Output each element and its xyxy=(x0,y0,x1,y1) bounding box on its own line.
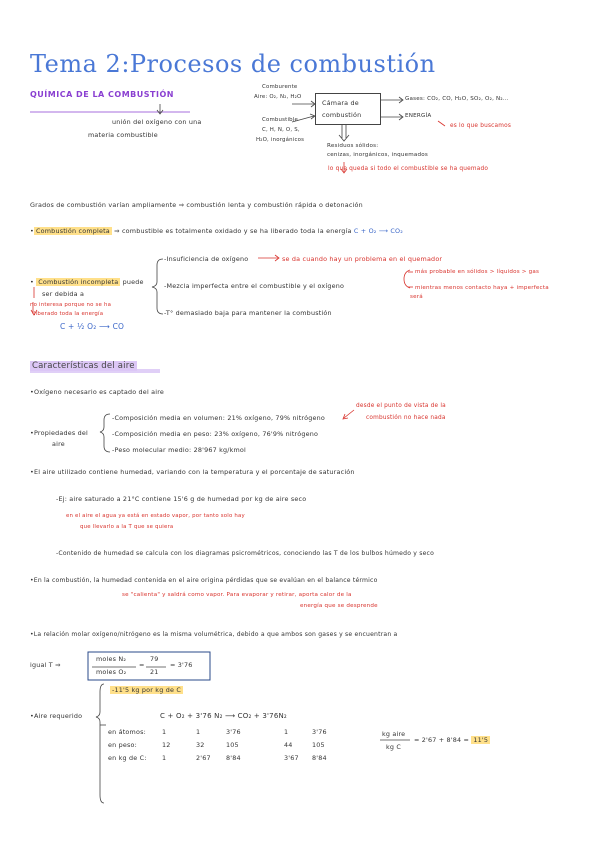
incompleta-ser-debida: ser debida a xyxy=(42,290,85,298)
ejemplo-note-1: en el aire el agua ya está en estado vapor, por tanto solo hay xyxy=(66,513,245,519)
row-peso-v5: 105 xyxy=(312,741,325,749)
energia-note: es lo que buscamos xyxy=(450,123,512,129)
frac-denominator: moles O₂ xyxy=(96,668,127,676)
ratio-result: 11'5 xyxy=(473,736,489,744)
row-kgc-v4: 3'67 xyxy=(284,754,299,762)
frac-equals: = xyxy=(139,661,145,669)
prop-1-note-1: desde el punto de vista de la xyxy=(356,403,446,409)
row-atomos-v2: 1 xyxy=(196,728,201,736)
chamber-line-2: combustión xyxy=(322,111,362,119)
row-kgc-v2: 2'67 xyxy=(196,754,211,762)
row-kgc-v5: 8'84 xyxy=(312,754,327,762)
row-atomos-label: en átomos: xyxy=(108,728,146,736)
row-kgc-v3: 8'84 xyxy=(226,754,241,762)
propiedades-label-2: aire xyxy=(52,440,65,448)
combustible-formula-2: H₂O, inorgánicos xyxy=(256,137,305,143)
ratio-equation xyxy=(414,736,490,744)
reaction-line: C + O₂ + 3'76 N₂ ⟶ CO₂ + 3'76N₂ xyxy=(160,712,287,720)
grados-text: Grados de combustión varían ampliamente ⇒ combustión lenta y combustión rápida o detonación xyxy=(30,201,363,209)
cause-2-note-3: será xyxy=(410,294,423,300)
quimica-desc-line1: unión del oxígeno con una xyxy=(112,118,202,126)
completa-text: ⇒ combustible es totalmente oxidado y se ha liberado toda la energía xyxy=(114,227,352,235)
combustible-label: Combustible xyxy=(262,117,299,123)
quimica-desc-line2: materia combustible xyxy=(88,131,158,139)
row-peso-label: en peso: xyxy=(108,741,137,749)
completa-formula: C + O₂ ⟶ CO₂ xyxy=(353,227,404,235)
ratio-denominator: kg C xyxy=(386,743,402,751)
cause-3: -T° demasiado baja para mantener la combustión xyxy=(164,309,332,317)
quimica-heading: QUÍMICA DE LA COMBUSTIÓN xyxy=(30,90,174,99)
oxigeno-line: •Oxígeno necesario es captado del aire xyxy=(30,388,165,396)
propiedades-label-1: •Propiedades del xyxy=(30,429,88,437)
completa-line xyxy=(30,227,403,235)
no-interesa-1: no interesa porque no se ha xyxy=(30,302,112,308)
row-peso-v4: 44 xyxy=(284,741,293,749)
cause-2-note-1: más probable en sólidos > líquidos > gas xyxy=(415,269,540,275)
cause-1-note: se da cuando hay un problema en el quemador xyxy=(282,255,443,263)
combustion-note-1: se "calienta" y saldrá como vapor. Para evaporar y retirar, aporta calor de la xyxy=(122,592,352,598)
incompleta-formula: C + ½ O₂ ⟶ CO xyxy=(60,322,125,331)
row-peso-v2: 32 xyxy=(196,741,205,749)
requerido-label: •Aire requerido xyxy=(30,712,83,720)
row-kgc-v1: 1 xyxy=(162,754,167,762)
igual-t: igual T ⇒ xyxy=(30,661,61,669)
completa-term: Combustión completa xyxy=(35,227,110,235)
gases-output: Gases: CO₂, CO, H₂O, SO₂, O₂, N₂... xyxy=(405,96,509,102)
ejemplo-note-2: que llevarlo a la T que se quiera xyxy=(80,524,174,530)
humedad-line: •El aire utilizado contiene humedad, variando con la temperatura y el porcentaje de saturación xyxy=(30,468,355,476)
combustion-note-2: energía que se desprende xyxy=(300,603,378,609)
row-atomos-v3: 3'76 xyxy=(226,728,241,736)
no-interesa-2: liberado toda la energía xyxy=(34,311,104,317)
completa-bullet: • xyxy=(30,227,34,235)
row-peso-v3: 105 xyxy=(226,741,239,749)
row-atomos-v1: 1 xyxy=(162,728,167,736)
requerido-kg: -11'5 kg por kg de C xyxy=(112,686,181,694)
frac-numerator: moles N₂ xyxy=(96,655,127,663)
title-colon: : xyxy=(121,50,130,78)
prop-1: -Composición media en volumen: 21% oxígeno, 79% nitrógeno xyxy=(112,414,325,422)
residuos-note: lo que queda si todo el combustible se ha quemado xyxy=(328,166,489,172)
comburente-label: Comburente xyxy=(262,84,298,90)
ratio-numerator: kg aire xyxy=(382,730,406,738)
ejemplo-line: -Ej: aire saturado a 21°C contiene 15'6 g de humedad por kg de aire seco xyxy=(56,495,307,503)
comburente-formula: Aire: O₂, N₂, H₂O xyxy=(254,94,302,100)
relacion-line: •La relación molar oxígeno/nitrógeno es la misma volumétrica, debido a que ambos son gases y se encuentran a xyxy=(30,631,398,638)
eq-numerator: 79 xyxy=(150,655,159,663)
contenido-line: -Contenido de humedad se calcula con los diagramas psicrométricos, conociendo las T de los bulbos húmedo y seco xyxy=(56,550,435,557)
energia-output: ENERGÍA xyxy=(405,113,432,119)
aire-heading: Características del aire xyxy=(32,361,135,371)
cause-2: -Mezcla imperfecta entre el combustible y el oxígeno xyxy=(164,282,345,290)
incompleta-line: • Combustión incompleta puede xyxy=(30,278,144,286)
prop-2: -Composición media en peso: 23% oxígeno, 76'9% nitrógeno xyxy=(112,430,319,438)
residuos-line-1: Residuos sólidos: xyxy=(327,143,379,149)
combustion-line: •En la combustión, la humedad contenida en el aire origina pérdidas que se evalúan en el balance térmico xyxy=(30,577,378,584)
row-atomos-v5: 3'76 xyxy=(312,728,327,736)
title-rest: Procesos de combustión xyxy=(129,50,436,78)
chamber-box xyxy=(315,93,381,125)
combustible-formula-1: C, H, N, O, S, xyxy=(262,127,300,133)
page-title xyxy=(30,50,436,78)
eq-denominator: 21 xyxy=(150,668,159,676)
prop-3: -Peso molecular medio: 28'967 kg/kmol xyxy=(112,446,247,454)
residuos-line-2: cenizas, inorgánicos, inquemados xyxy=(327,152,429,158)
row-atomos-v4: 1 xyxy=(284,728,289,736)
eq-result: = 3'76 xyxy=(170,661,193,669)
prop-1-note-2: combustión no hace nada xyxy=(366,415,446,421)
cause-1: -Insuficiencia de oxígeno xyxy=(164,255,249,263)
incompleta-term: Combustión incompleta xyxy=(38,278,119,286)
cause-2-note-2: mientras menos contacto haya + imperfecta xyxy=(415,285,549,291)
incompleta-puede: puede xyxy=(122,278,144,286)
ratio-eq: = 2'67 + 8'84 = xyxy=(414,736,470,744)
row-kgc-label: en kg de C: xyxy=(108,754,147,762)
chamber-line-1: Cámara de xyxy=(322,99,359,107)
title-word: Tema 2 xyxy=(30,50,122,78)
row-peso-v1: 12 xyxy=(162,741,171,749)
